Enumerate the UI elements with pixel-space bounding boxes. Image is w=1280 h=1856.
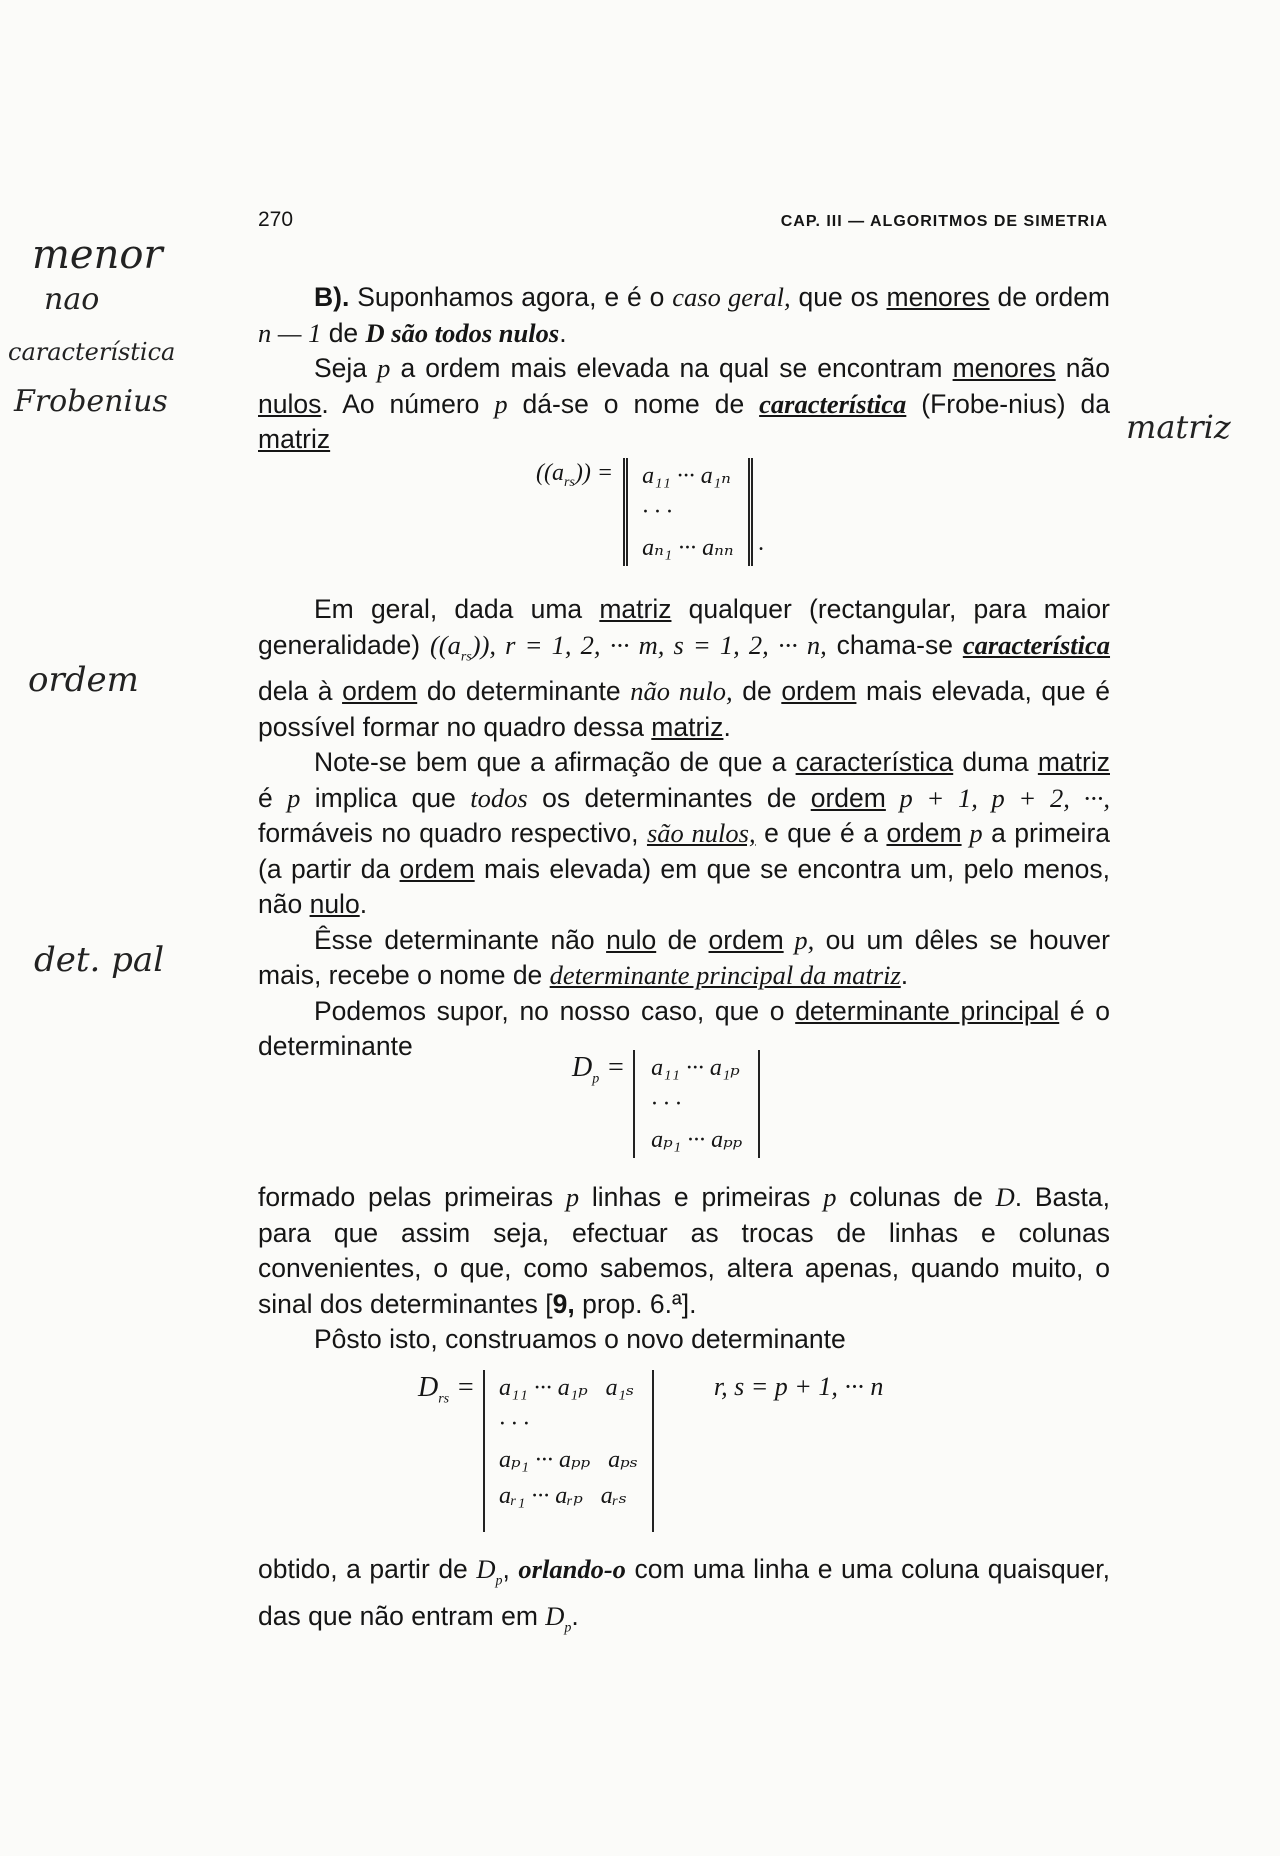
- reference: 9,: [552, 1288, 575, 1319]
- math: p: [494, 388, 508, 419]
- math-subscript: p: [592, 1071, 600, 1087]
- text-block-1: [258, 280, 1110, 458]
- dp-row-1: a₁₁ ··· a₁ₚ: [651, 1055, 740, 1081]
- paragraph-seja: [258, 351, 1110, 458]
- underlined-word: característica: [795, 747, 954, 778]
- dp-formula: [572, 1050, 760, 1158]
- text: com uma linha e uma coluna quaisquer, das que não entram em: [258, 1554, 1111, 1631]
- matrix-body: [623, 458, 753, 566]
- text-block-2: [258, 592, 1110, 1065]
- underlined-word: ordem: [886, 818, 962, 849]
- math: r = 1, 2, ··· m, s = 1, 2, ··· n,: [496, 629, 827, 660]
- text: de: [321, 317, 366, 348]
- text: prop. 6.ª].: [574, 1288, 697, 1319]
- underlined-word: ordem: [781, 676, 857, 707]
- math: =: [449, 1372, 476, 1403]
- underlined-word: ordem: [399, 853, 475, 884]
- emphasis: característica: [962, 629, 1111, 660]
- math: ((a: [429, 629, 461, 660]
- dp-lhs: [572, 1050, 625, 1088]
- text: implica que: [300, 782, 471, 813]
- math: ((a: [536, 460, 564, 486]
- text: linhas e primeiras: [579, 1182, 824, 1212]
- drs-row-2: · · ·: [499, 1411, 530, 1437]
- margin-note-caracteristica: característica: [8, 338, 176, 366]
- text: a ordem mais elevada na qual se encontram: [390, 353, 953, 383]
- text: ou um dêles se houver mais, recebe o nome de: [258, 924, 1110, 991]
- emphasis: orlando-o: [518, 1554, 626, 1584]
- paragraph-esse: [258, 923, 1110, 994]
- underlined-word: nulos: [258, 388, 322, 419]
- margin-note-nao: nao: [44, 282, 100, 317]
- text: os determinantes de: [527, 782, 811, 813]
- underlined-word: menores: [952, 353, 1056, 383]
- underlined-word: matriz: [599, 594, 672, 624]
- matrix-row-2: · · ·: [642, 499, 673, 525]
- emphasis: não nulo,: [630, 676, 733, 707]
- math: p + 1, p + 2, ···,: [885, 782, 1111, 813]
- section-label: B).: [314, 282, 350, 312]
- text: . Basta, para que assim seja, efectuar as trocas de linhas e colunas convenientes, o que, como sabemos, altera apenas, quando muito, o sinal dos determinantes [: [258, 1182, 1111, 1319]
- paragraph-obtido: [258, 1552, 1110, 1646]
- underlined-word: ordem: [810, 782, 886, 813]
- text: .: [359, 889, 368, 920]
- underlined-word: matriz: [1037, 747, 1110, 778]
- matrix-row-1: a₁₁ ··· a₁ₙ: [642, 463, 731, 489]
- drs-body: [483, 1370, 654, 1532]
- underlined-word: nulo: [606, 924, 657, 955]
- text: Suponhamos agora, e é o: [349, 282, 673, 312]
- math: n — 1: [258, 317, 322, 348]
- math-subscript: rs: [438, 1391, 450, 1407]
- drs-row-4: aᵣ₁ ··· aᵣₚ aᵣₛ: [499, 1483, 627, 1509]
- emphasis: todos: [470, 782, 528, 813]
- running-header: [258, 208, 1108, 234]
- math: p: [565, 1182, 580, 1212]
- text: .: [900, 960, 909, 991]
- underlined-word: ordem: [708, 924, 784, 955]
- text: Em geral, dada uma: [314, 594, 600, 624]
- dp-row-2: · · ·: [651, 1091, 682, 1117]
- math: p: [377, 353, 391, 383]
- text: a primeira (a partir da: [258, 818, 1111, 884]
- text: formado pelas primeiras: [258, 1182, 566, 1212]
- dp-row-3: aₚ₁ ··· aₚₚ: [651, 1127, 743, 1153]
- underlined-word: determinante principal: [795, 995, 1060, 1026]
- math: D: [476, 1554, 496, 1584]
- text: colunas de: [836, 1182, 996, 1212]
- paragraph-posto: [258, 1322, 1110, 1358]
- text: .: [723, 711, 731, 742]
- paragraph-note-se: [258, 745, 1110, 923]
- paragraph-b: [258, 280, 1110, 351]
- text: de ordem: [989, 282, 1111, 312]
- margin-note-frobenius: Frobenius: [14, 384, 168, 419]
- underlined-word: matriz: [651, 711, 724, 742]
- underlined-word: ordem: [342, 676, 418, 707]
- text: chama-se: [826, 629, 963, 660]
- text: Seja: [314, 353, 378, 383]
- drs-lhs: [418, 1370, 475, 1408]
- text-block-4: [258, 1552, 1110, 1646]
- drs-condition: r, s = p + 1, ··· n: [713, 1372, 884, 1401]
- text: duma: [953, 747, 1038, 778]
- drs-row-1: a₁₁ ··· a₁ₚ a₁ₛ: [499, 1375, 635, 1401]
- matrix-lhs: [536, 458, 613, 491]
- math: D: [545, 1600, 565, 1631]
- math: p: [823, 1182, 837, 1212]
- math: p: [287, 782, 301, 813]
- text: ,: [502, 1554, 519, 1584]
- drs-formula: [418, 1370, 883, 1532]
- chapter-title: CAP. III — ALGORITMOS DE SIMETRIA: [780, 213, 1108, 230]
- text: .: [571, 1600, 579, 1631]
- emphasis: D são todos nulos: [365, 317, 560, 348]
- emphasis: são nulos,: [646, 818, 756, 849]
- math-subscript: rs: [563, 474, 575, 490]
- matrix-row-3: aₙ₁ ··· aₙₙ: [642, 535, 734, 561]
- math: D: [995, 1182, 1015, 1212]
- text: Podemos supor, no nosso caso, que o: [314, 995, 796, 1026]
- margin-note-matriz: matriz: [1126, 408, 1231, 446]
- math-subscript: rs: [460, 648, 472, 664]
- text: mais elevada, que é possível formar no quadro dessa: [258, 676, 1110, 742]
- math: )) =: [574, 460, 614, 486]
- matrix-formula: [536, 458, 765, 566]
- math: .: [758, 530, 765, 556]
- math: p,: [783, 924, 815, 955]
- emphasis: caso geral,: [672, 282, 791, 312]
- text-block-3: [258, 1180, 1110, 1358]
- text: qualquer (rectangular, para maior generalidade): [258, 594, 1110, 660]
- paragraph-formado: [258, 1180, 1110, 1322]
- text: é o determinante: [258, 995, 1110, 1062]
- math-subscript: p: [495, 1573, 503, 1589]
- paragraph-em-geral: [258, 592, 1110, 745]
- text: .: [559, 317, 567, 348]
- math: D: [418, 1372, 439, 1403]
- text: e que é a: [755, 818, 887, 849]
- emphasis: determinante principal da matriz: [549, 960, 901, 991]
- text: que os: [790, 282, 887, 312]
- page-number: 270: [258, 208, 294, 231]
- margin-note-menor: menor: [32, 232, 163, 278]
- text: . Ao número: [321, 388, 495, 419]
- math: )),: [471, 629, 497, 660]
- text: (Frobe-nius) da: [906, 388, 1110, 419]
- text: Êsse determinante não: [314, 924, 607, 955]
- math: D: [572, 1052, 593, 1083]
- text: obtido, a partir de: [258, 1554, 477, 1584]
- dp-body: [633, 1050, 760, 1158]
- text: de: [732, 676, 782, 707]
- text: mais elevada) em que se encontra um, pelo menos, não: [258, 853, 1110, 920]
- underlined-word: nulo: [309, 889, 360, 920]
- margin-note-ordem: ordem: [28, 660, 139, 700]
- text: é: [258, 782, 288, 813]
- text: não: [1055, 353, 1111, 383]
- text: dela à: [258, 676, 343, 707]
- underlined-word: menores: [886, 282, 990, 312]
- text: do determinante: [417, 676, 631, 707]
- underlined-word: matriz: [258, 424, 331, 454]
- math: p: [961, 818, 983, 849]
- text: Note-se bem que a afirmação de que a: [314, 747, 796, 778]
- math: =: [599, 1052, 626, 1083]
- text: de: [656, 924, 709, 955]
- margin-note-det-pal: det. pal: [34, 940, 165, 980]
- text: Pôsto isto, construamos o novo determinante: [314, 1324, 846, 1354]
- math-subscript: p: [564, 1620, 572, 1636]
- text: formáveis no quadro respectivo,: [258, 818, 647, 849]
- emphasis: característica: [759, 388, 907, 419]
- text: dá-se o nome de: [507, 388, 760, 419]
- drs-row-3: aₚ₁ ··· aₚₚ aₚₛ: [499, 1447, 638, 1473]
